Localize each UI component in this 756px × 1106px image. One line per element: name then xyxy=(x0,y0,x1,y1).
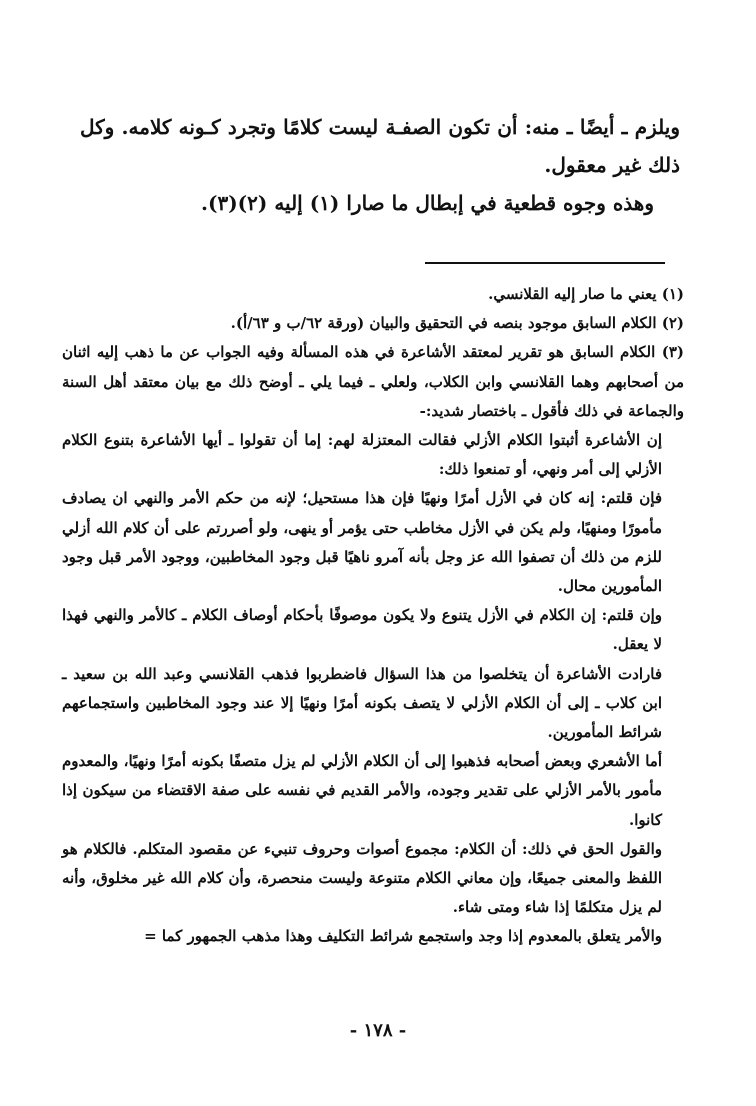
footnote-3-para-2: فإن قلتم: إنه كان في الأزل أمرًا ونهيًا فإن هذا مستحيل؛ لإنه من حكم الأمر والنهي ان يصادف مأمورًا ومنهيًا، ولم يكن في الأزل مخاطب حتى يؤمر أو ينهى، ولو أصررتم على أن كلام الله أزلي للزم من ذلك أن تصفوا الله عز وجل بأنه آمرو ناهيًا قبل وجود المخاطبين، ووجود الأمر قبل وجود المأمورين محال. xyxy=(62,489,662,596)
footnote-3-para-5: أما الأشعري وبعض أصحابه فذهبوا إلى أن الكلام الأزلي لم يزل متصفًا بكونه أمرًا ونهيًا، والمعدوم مأمور بالأمر الأزلي على تقدير وجوده، والأمر القديم في نفسه على صفة الاقتضاء من سيكون إذا كانوا. xyxy=(62,752,662,829)
footnotes xyxy=(62,280,684,952)
footnote-1: (١) يعني ما صار إليه القلانسي. xyxy=(488,285,684,303)
page-number: - ١٧٨ - xyxy=(349,1020,407,1041)
footnote-3-para-6: والقول الحق في ذلك: أن الكلام: مجموع أصوات وحروف تنبيء عن مقصود المتكلم. فالكلام هو اللفظ والمعنى جميعًا، وإن معاني الكلام متنوعة وليست منحصرة، وأن كلام الله غير مخلوق، وأنه لم يزل متكلمًا إذا شاء ومتى شاء. xyxy=(62,839,662,917)
main-paragraph-1: ويلزم ـ أيضًا ـ منه: أن تكون الصفـة ليست كلامًا وتجرد كـونه كلامه. وكل ذلك غير معقول. xyxy=(80,115,680,177)
footnote-3-para-1: إن الأشاعرة أثبتوا الكلام الأزلي فقالت المعتزلة لهم: إما أن تقولوا ـ أيها الأشاعرة بتنوع الكلام الأزلي إلى أمر ونهي، أو تمنعوا ذلك: xyxy=(62,431,662,479)
footnote-3-para-4: فارادت الأشاعرة أن يتخلصوا من هذا السؤال فاضطربوا فذهب القلانسي وعبد الله بن سعيد ـ ابن كلاب ـ إلى أن الكلام الأزلي لا يتصف بكونه أمرًا ونهيًا إلا عند وجود المخاطبين واستجماعهم شرائط المأمورين. xyxy=(62,664,662,742)
footnote-2: (٢) الكلام السابق موجود بنصه في التحقيق والبيان (ورقة ٦٢/ب و ٦٣/أ). xyxy=(230,314,684,333)
footnote-3-para-7: والأمر يتعلق بالمعدوم إذا وجد واستجمع شرائط التكليف وهذا مذهب الجمهور كما = xyxy=(144,927,662,946)
main-text xyxy=(80,108,680,222)
footnote-3-para-3: وإن قلتم: إن الكلام في الأزل يتنوع ولا يكون موصوفًا بأحكام أوصاف الكلام ـ كالأمر والنهي فهذا لا يعقل. xyxy=(62,606,662,654)
footnote-separator xyxy=(425,262,665,264)
main-paragraph-2: وهذه وجوه قطعية في إبطال ما صارا (١) إليه (٢)(٣). xyxy=(201,191,654,215)
footnote-3: (٣) الكلام السابق هو تقرير لمعتقد الأشاعرة في هذه المسألة وفيه الجواب عن ما ذهب إليه اثنان من أصحابهم وهما القلانسي وابن الكلاب، ولعلي ـ فيما يلي ـ أوضح ذلك مع بيان معتقد أهل السنة والجماعة في ذلك فأقول ـ باختصار شديد:- xyxy=(62,343,684,420)
